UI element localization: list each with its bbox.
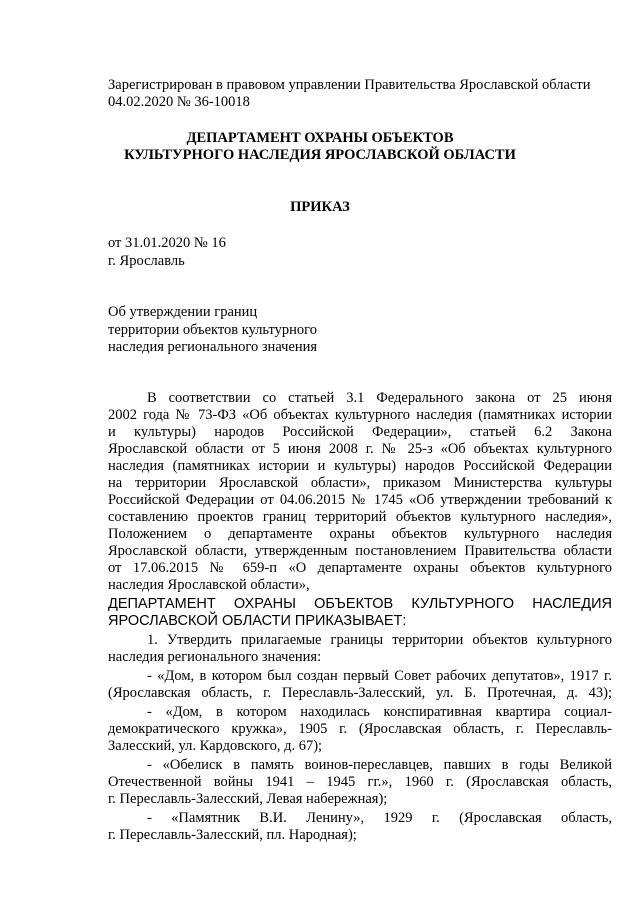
preamble-line-6: на территории Ярославской области», приказом Министерства культуры	[108, 475, 612, 491]
object-2-line-3: Залесский, ул. Кардовского, д. 67);	[108, 738, 323, 754]
object-2-line-1: - «Дом, в котором находилась конспиративная квартира социал-	[147, 704, 612, 720]
preamble-line-1: В соответствии со статьей 3.1 Федерального закона от 25 июня	[147, 390, 612, 406]
preamble-line-4: Ярославской области от 5 июня 2008 г. № 25-з «Об объектах культурного	[108, 441, 612, 457]
preamble-line-2: 2002 года № 73-ФЗ «Об объектах культурного наследия (памятниках истории	[108, 407, 612, 423]
department-title-line-2: КУЛЬТУРНОГО НАСЛЕДИЯ ЯРОСЛАВСКОЙ ОБЛАСТИ	[124, 147, 516, 163]
decree-line-1: ДЕПАРТАМЕНТ ОХРАНЫ ОБЪЕКТОВ КУЛЬТУРНОГО НАСЛЕДИЯ	[108, 596, 612, 612]
preamble-line-9: Положением о департаменте охраны объектов культурного наследия	[108, 526, 612, 542]
preamble-line-11: от 17.06.2015 № 659-п «О департаменте охраны объектов культурного	[108, 560, 612, 576]
preamble-line-5: наследия (памятниках истории и культуры) народов Российской Федерации	[108, 458, 612, 474]
object-4-line-2: г. Переславль-Залесский, пл. Народная);	[108, 827, 357, 843]
object-3-line-1: - «Обелиск в память воинов-переславцев, павших в годы Великой	[147, 757, 612, 773]
decree-line-2: ЯРОСЛАВСКОЙ ОБЛАСТИ ПРИКАЗЫВАЕТ:	[108, 613, 407, 629]
document-type: ПРИКАЗ	[290, 199, 350, 215]
date-number: от 31.01.2020 № 16	[108, 235, 226, 251]
subject-line-3: наследия регионального значения	[108, 339, 318, 355]
subject-line-1: Об утверждении границ	[108, 304, 258, 320]
preamble-line-7: Российской Федерации от 04.06.2015 № 1745 «Об утверждении требований к	[108, 492, 612, 508]
registration-line-2: 04.02.2020 № 36-10018	[108, 94, 250, 110]
registration-line-1: Зарегистрирован в правовом управлении Правительства Ярославской области	[108, 77, 591, 93]
department-title-line-1: ДЕПАРТАМЕНТ ОХРАНЫ ОБЪЕКТОВ	[186, 130, 454, 146]
object-3-line-2: Отечественной войны 1941 – 1945 гг.», 1960 г. (Ярославская область,	[108, 774, 612, 790]
preamble-line-12: наследия Ярославской области»,	[108, 577, 310, 593]
object-4-line-1: - «Памятник В.И. Ленину», 1929 г. (Ярославская область,	[147, 810, 612, 826]
preamble-line-3: и культуры) народов Российской Федерации», статьей 6.2 Закона	[108, 424, 612, 440]
preamble-line-8: составлению проектов границ территорий объектов культурного наследия»,	[108, 509, 612, 525]
item1-line-2: наследия регионального значения:	[108, 649, 322, 665]
object-3-line-3: г. Переславль-Залесский, Левая набережная);	[108, 791, 388, 807]
item1-line-1: 1. Утвердить прилагаемые границы территории объектов культурного	[147, 632, 612, 648]
subject-line-2: территории объектов культурного	[108, 322, 317, 338]
object-1-line-2: (Ярославская область, г. Переславль-Залесский, ул. Б. Протечная, д. 43);	[108, 685, 612, 701]
object-1-line-1: - «Дом, в котором был создан первый Совет рабочих депутатов», 1917 г.	[147, 668, 612, 684]
preamble-line-10: Ярославской области, утвержденным постановлением Правительства области	[108, 543, 612, 559]
city: г. Ярославль	[108, 253, 185, 269]
object-2-line-2: демократического кружка», 1905 г. (Ярославская область, г. Переславль-	[108, 721, 612, 737]
